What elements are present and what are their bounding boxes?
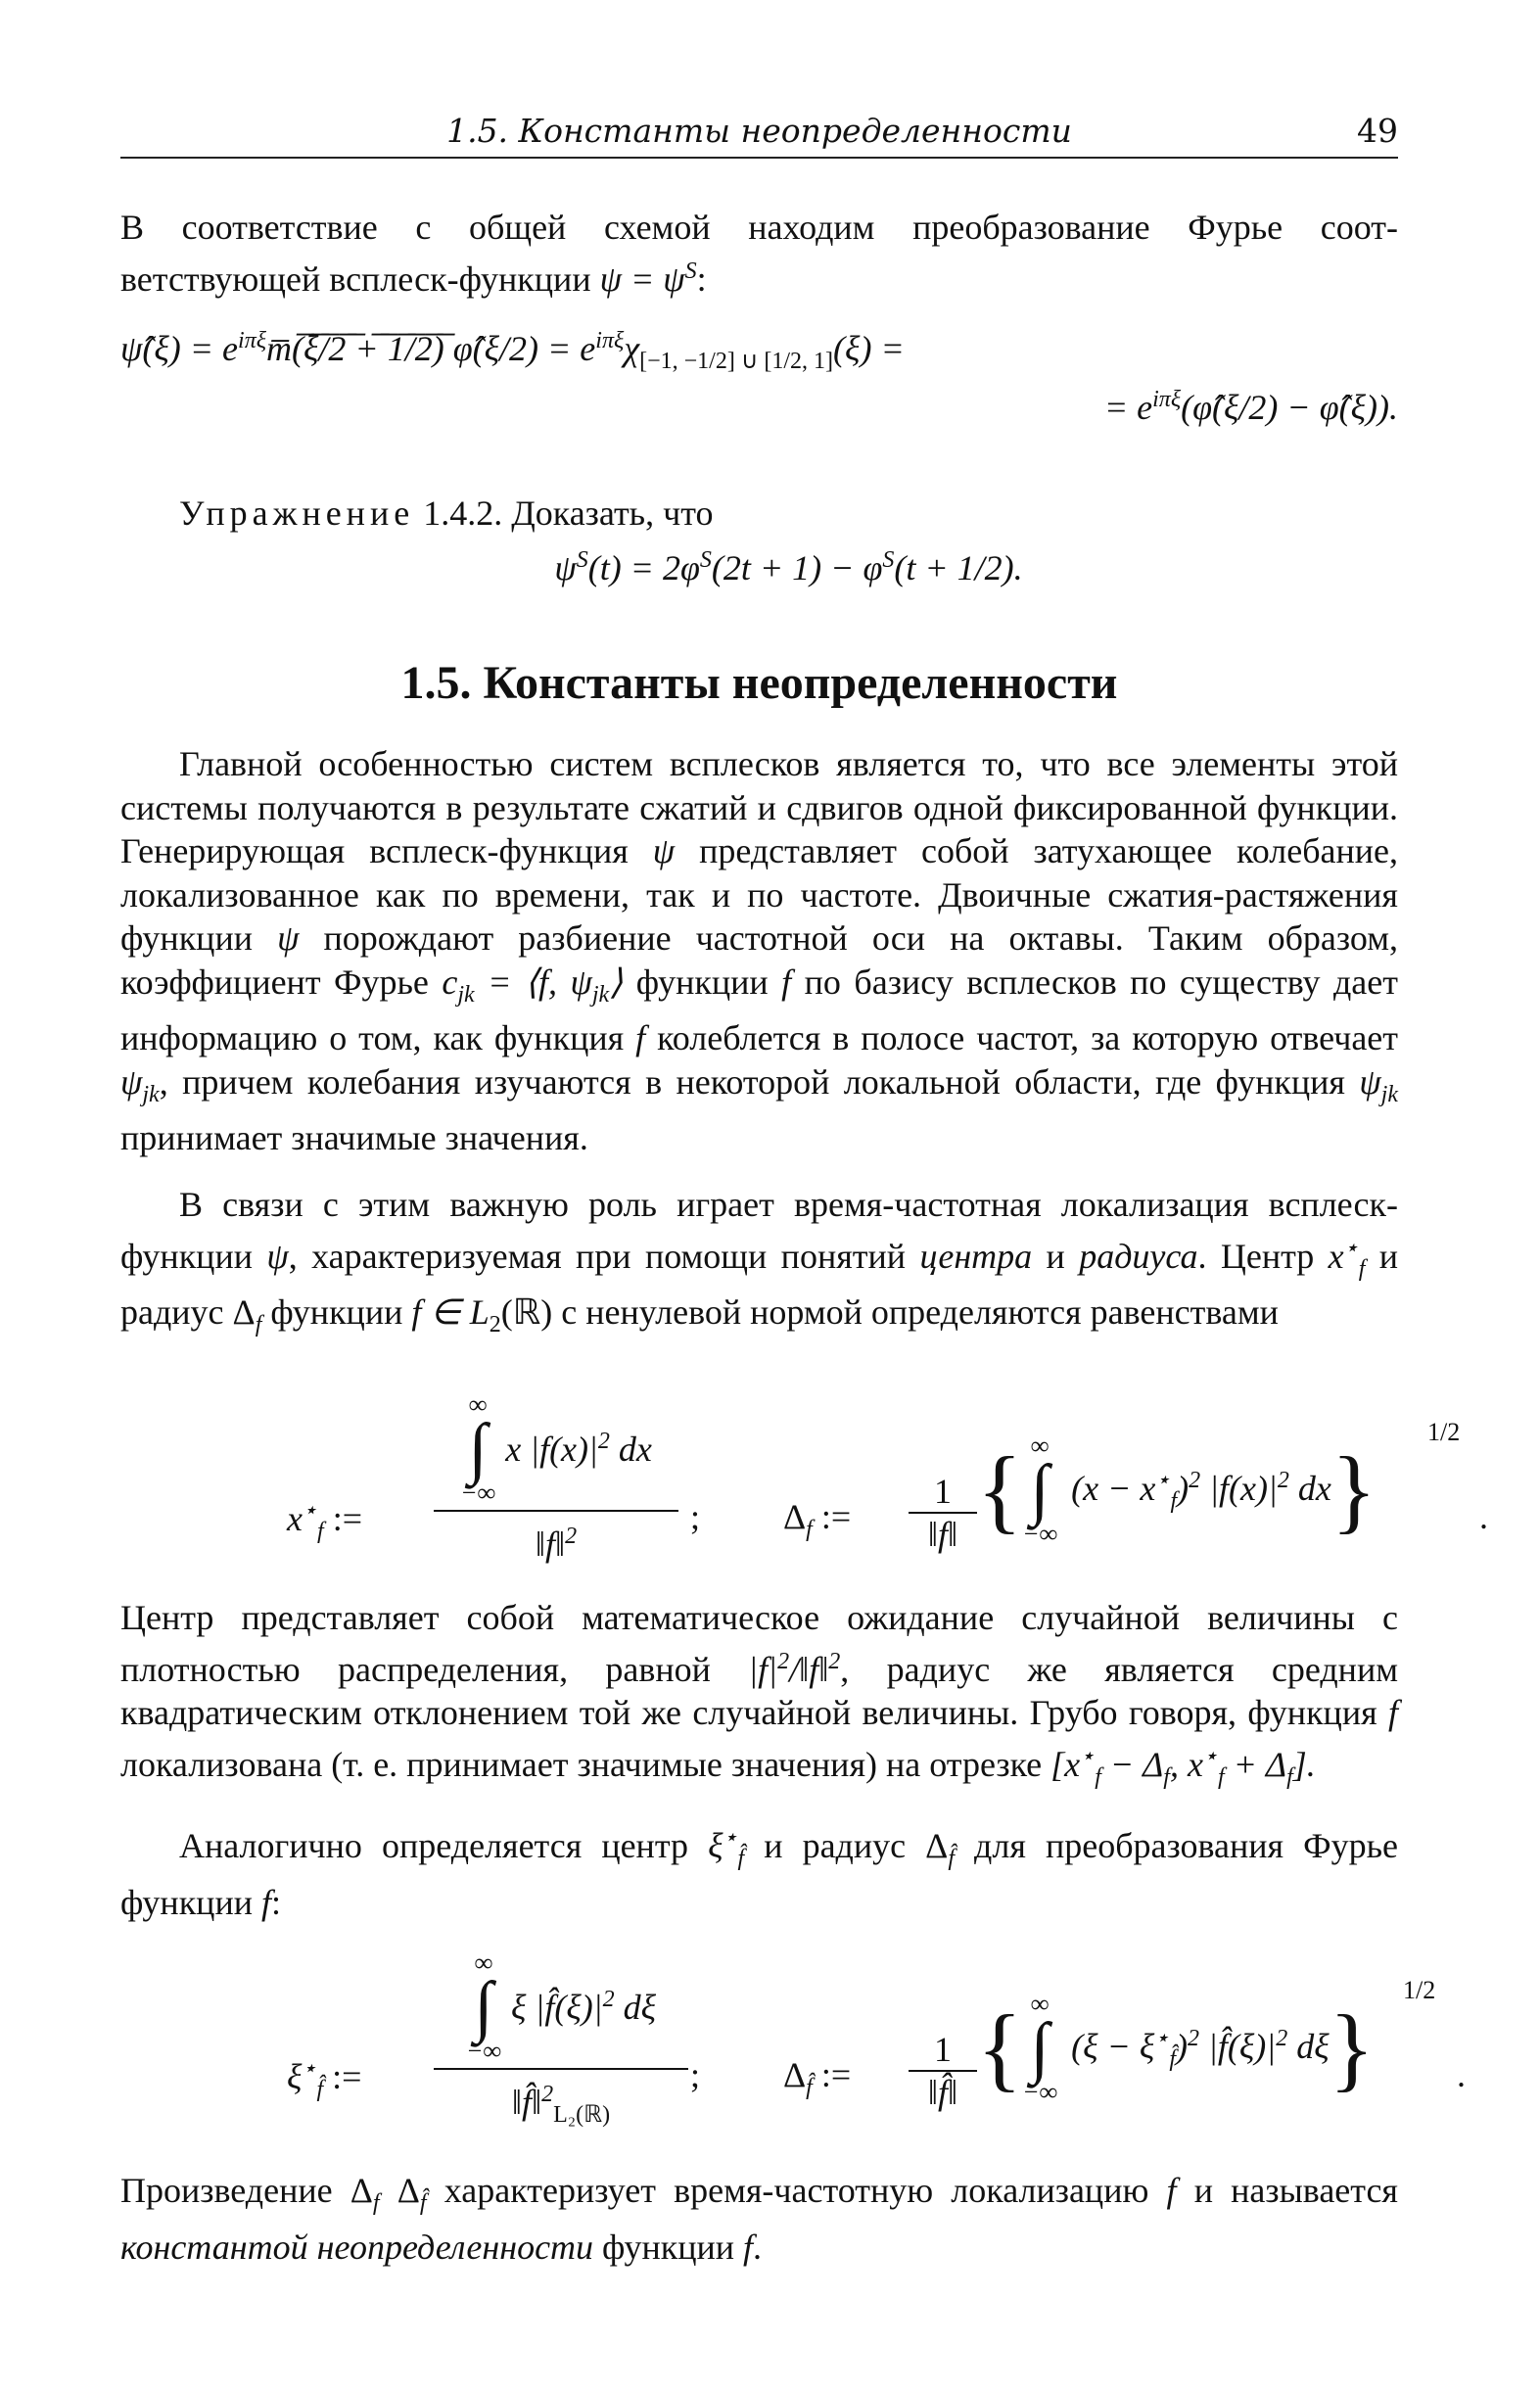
exercise-number: 1.4.2. bbox=[423, 493, 503, 533]
power: 1/2 bbox=[1427, 1418, 1461, 1446]
fourier-radius-lhs: $\Delta_{f̂}$ := bbox=[783, 2055, 852, 2101]
paragraph-1-text: Главной особенностью систем всплесков является то, что все элементы этой системы получаются в результате сжатий и сдвигов одной фиксированной функции. Генерирующая всплеск-функция ψ представляет собой затухающее колебание, локализованное как по времени, так и по частоте. Двоичные сжатия-растяжения функции ψ порождают разбиение частотной оси на октавы. Таким образом, коэффициент Фурье $c_{jk}$ = ⟨f, $\psi_{jk}⟩$ функции f по базису всплесков по существу дает информацию о том, как функция f колеблется в полосе частот, за которую отвечает $\psi_{jk}$, причем колебания изучаются в некоторой локальной области, где функция $\psi_{jk}$ принимает значимые значения. bbox=[120, 744, 1399, 1158]
fourier-radius-fraction: 1 ‖f̂‖ bbox=[909, 2029, 977, 2113]
paragraph-5-text: Произведение $\Delta_f$ $\Delta_{f̂}$ характеризует время-частотную локализацию f и называется константой неопределенности функции f. bbox=[120, 2171, 1398, 2267]
term-center: центра bbox=[919, 1236, 1033, 1276]
term-radius: радиуса bbox=[1079, 1236, 1198, 1276]
fourier-center-fraction bbox=[434, 1939, 688, 2129]
integral-sign: ∞ ∫ −∞ bbox=[460, 1390, 496, 1507]
equation-psi-hat-line-2: = $e^{i\pi\xi}(\varphî(\xi/2)$ − φ̂(ξ)). bbox=[1103, 387, 1398, 428]
running-header bbox=[120, 108, 1398, 159]
equation-center-radius: $x^⋆_f$ := ∞ ∫ −∞ x $|f(x)|^2$ dx ‖f‖$^2$ ; $\Delta_f$ := 1 ‖f‖ { ∞ ∫ −∞ $(x - x^⋆_f)^2$ $|f(x)|^2$ dx } 1/2 . bbox=[287, 1381, 1398, 1635]
integral-sign-3: ∞ ∫ −∞ bbox=[465, 1948, 502, 2065]
integral-sign-2: ∞ ∫ −∞ bbox=[1022, 1431, 1058, 1548]
page-number: 49 bbox=[1357, 112, 1398, 150]
term-uncertainty-constant: константой неопределенности bbox=[120, 2227, 594, 2267]
section-heading-block bbox=[120, 656, 1398, 710]
radius-lhs: $\Delta_f$ := bbox=[783, 1497, 852, 1543]
exercise-label: Упражнение bbox=[179, 493, 415, 533]
center-lhs: $x^⋆_f$ := bbox=[287, 1498, 362, 1545]
paragraph-2 bbox=[120, 1183, 1398, 1347]
paragraph-5 bbox=[120, 2169, 1398, 2269]
center-denominator: ‖f‖$^2$ bbox=[535, 1524, 578, 1564]
intro-line-2: ветствующей всплеск-функции $\psi = \psi^S$: bbox=[120, 258, 707, 299]
paragraph-3-text: Центр представляет собой математическое ожидание случайной величины с плотностью распределения, равной $|f|^2/‖f‖^2$, радиус же является средним квадратическим отклонением той же случайной величины. Грубо говоря, функция f локализована (т. е. принимает значимые значения) на отрезке [$x^⋆_f - \Delta_f$, $x^⋆_f + \Delta_f$]. bbox=[120, 1598, 1398, 1790]
center-numerator: ∞ ∫ −∞ x $|f(x)|^2$ dx bbox=[460, 1390, 652, 1507]
paragraph-4 bbox=[120, 1816, 1398, 1924]
equation-fourier-center-radius: $\xi^⋆_{f̂}$ := ∞ ∫ −∞ ξ $|f̂(\xi)|^2$ dξ ‖f̂‖$^2_{L_2(ℝ)}$ ; $\Delta_{f̂}$ := 1 ‖f̂‖ { ∞ ∫ −∞ $(\xi - \xi^⋆_{f̂})^2$ $|f̂(\xi)|^2$ dξ } 1/2 . bbox=[287, 1939, 1398, 2203]
paragraph-4-text: Аналогично определяется центр $\xi^⋆_{f̂}$ и радиус $\Delta_{f̂}$ для преобразования Фурье функции f: bbox=[120, 1825, 1398, 1922]
book-page bbox=[120, 108, 1488, 2267]
exercise-statement bbox=[120, 492, 1398, 536]
section-heading: 1.5. Константы неопределенности bbox=[400, 657, 1118, 709]
paragraph-3 bbox=[120, 1596, 1398, 1799]
paragraph-2-text: В связи с этим важную роль играет время-частотная локализация всплеск-функции ψ, характеризуемая при помощи понятий центра и радиуса. Центр $x^⋆_f$ и радиус $\Delta_f$ функции f ∈ $L_2(ℝ)$ с ненулевой нормой определяются равенствами bbox=[120, 1185, 1399, 1338]
running-title: 1.5. Константы неопределенности bbox=[446, 112, 1072, 150]
exercise-formula: $\psi^S(t) = 2\varphi^S(2t + 1) - \varphi^S(t + 1/2)$. bbox=[554, 546, 1023, 587]
fourier-center-numerator: ∞ ∫ −∞ ξ $|f̂(\xi)|^2$ dξ bbox=[465, 1948, 657, 2065]
radius-fraction: 1 ‖f‖ bbox=[909, 1471, 977, 1555]
center-fraction bbox=[434, 1381, 678, 1565]
fourier-radius-integral: { ∞ ∫ −∞ $(\xi - \xi^⋆_{f̂})^2$ $|f̂(\xi)|^2$ dξ } bbox=[977, 1990, 1375, 2106]
equation-psi-hat-line-1: ψ̂(ξ) = $e^{i\pi\xi}m̅(̅\xi̅/̅2̅$ ̅+̅ ̅1̅/̅2̅)̅ φ̂(ξ/2) = $e^{i\pi\xi}\chi_{[-1, -1/2] \cup [1/2, 1]}(\xi)$ = bbox=[120, 328, 905, 375]
fourier-center-lhs: $\xi^⋆_{f̂}$ := bbox=[287, 2056, 362, 2103]
intro-paragraph bbox=[120, 206, 1398, 301]
radius-integral: { ∞ ∫ −∞ $(x - x^⋆_f)^2$ $|f(x)|^2$ dx } bbox=[977, 1431, 1377, 1548]
fourier-center-denominator: ‖f̂‖$^2_{L_2(ℝ)}$ bbox=[511, 2082, 611, 2129]
equation-psi-hat bbox=[120, 328, 1398, 428]
integral-sign-4: ∞ ∫ −∞ bbox=[1022, 1990, 1058, 2106]
separator: ; bbox=[690, 1497, 701, 1536]
exercise-text: Доказать, что bbox=[511, 493, 714, 533]
paragraph-1 bbox=[120, 742, 1398, 1160]
exercise-block bbox=[120, 492, 1398, 588]
psi-equals-psiS: $\psi = \psi^S$ bbox=[599, 258, 697, 299]
intro-line-1: В соответствие с общей схемой находим преобразование Фурье соот- bbox=[120, 208, 1398, 247]
